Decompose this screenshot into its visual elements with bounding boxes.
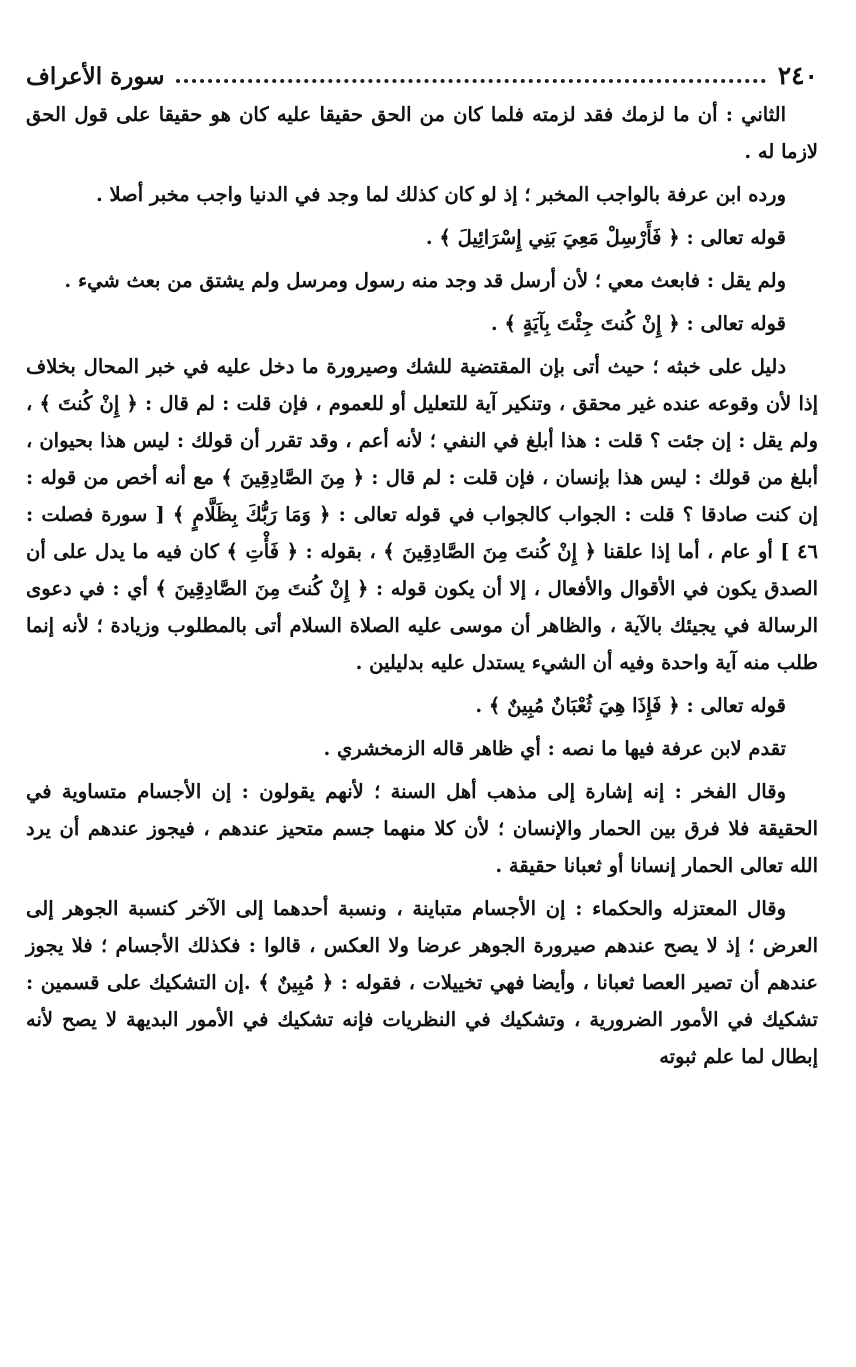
book-page (26, 58, 818, 1357)
body-text (26, 96, 818, 1075)
paragraph: ولم يقل : فابعث معي ؛ لأن أرسل قد وجد منه رسول ومرسل ولم يشتق من بعث شيء . (64, 269, 786, 292)
page-header (26, 58, 818, 90)
verse-heading: قوله تعالى : ﴿ إِنْ كُنتَ جِئْتَ بِآيَةٍ ﴾ . (490, 312, 786, 335)
verse-heading: قوله تعالى : ﴿ فَإِذَا هِيَ ثُعْبَانٌ مُبِينٌ ﴾ . (475, 694, 786, 717)
paragraph: تقدم لابن عرفة فيها ما نصه : أي ظاهر قاله الزمخشري . (323, 737, 786, 760)
paragraph: دليل على خبثه ؛ حيث أتى بإن المقتضية للشك وصيرورة ما دخل عليه في خبر المحال بخلاف إذا لأن وقوعه عنده غير محقق ، وتنكير آية للتعليل أو للعموم ، فإن قلت : لم قال : ﴿ إِنْ كُنتَ ﴾ ، ولم يقل : إن جئت ؟ قلت : هذا أبلغ في النفي ؛ لأنه أعم ، وقد تقرر أن قولك : ليس هذا بحيوان ، أبلغ من قولك : ليس هذا بإنسان ، فإن قلت : لم قال : ﴿ مِنَ الصَّادِقِينَ ﴾ مع أنه أخص من قوله : إن كنت صادقا ؟ قلت : الجواب كالجواب في قوله تعالى : ﴿ وَمَا رَبُّكَ بِظَلَّامٍ ﴾ [ سورة فصلت : ٤٦ ] أو عام ، أما إذا علقنا ﴿ إِنْ كُنتَ مِنَ الصَّادِقِينَ ﴾ ، بقوله : ﴿ فَأْتِ ﴾ كان فيه ما يدل على أن الصدق يكون في الأقوال والأفعال ، إلا أن يكون قوله : ﴿ إِنْ كُنتَ مِنَ الصَّادِقِينَ ﴾ أي : في دعوى الرسالة في يجيئك بالآية ، والظاهر أن موسى عليه الصلاة السلام أتى بالمطلوب وزيادة ؛ لأنه إنما طلب منه آية واحدة وفيه أن الشيء يستدل عليه بدليلين . (26, 355, 818, 674)
paragraph: ورده ابن عرفة بالواجب المخبر ؛ إذ لو كان كذلك لما وجد في الدنيا واجب مخبر أصلا . (95, 183, 786, 206)
page-number: ٢٤٠ (777, 61, 818, 90)
surah-title: سورة الأعراف (26, 63, 165, 90)
paragraph: الثاني : أن ما لزمك فقد لزمته فلما كان من الحق حقيقا عليه كان هو حقيقا على قول الحق لازما له . (26, 103, 818, 163)
verse-heading: قوله تعالى : ﴿ فَأَرْسِلْ مَعِيَ بَنِي إِسْرَائِيلَ ﴾ . (425, 226, 786, 249)
dotted-leader (176, 79, 765, 83)
paragraph: وقال المعتزله والحكماء : إن الأجسام متباينة ، ونسبة أحدهما إلى الآخر كنسبة الجوهر إلى العرض ؛ إذ لا يصح عندهم صيرورة الجوهر عرضا ولا العكس ، قالوا : فكذلك الأجسام ؛ فلا يجوز عندهم أن تصير العصا ثعبانا ، وأيضا فهي تخييلات ، فقوله : ﴿ مُبِينٌ ﴾ .إن التشكيك على قسمين : تشكيك في الأمور الضرورية ، وتشكيك في النظريات فإنه تشكيك في الأمور البديهة لا يصح لأنه إبطال لما علم ثبوته (26, 897, 818, 1068)
paragraph: وقال الفخر : إنه إشارة إلى مذهب أهل السنة ؛ لأنهم يقولون : إن الأجسام متساوية في الحقيقة فلا فرق بين الحمار والإنسان ؛ لأن كلا منهما جسم متحيز عندهم ، فيجوز عندهم أن يرد الله تعالى الحمار إنسانا أو ثعبانا حقيقة . (26, 780, 818, 877)
